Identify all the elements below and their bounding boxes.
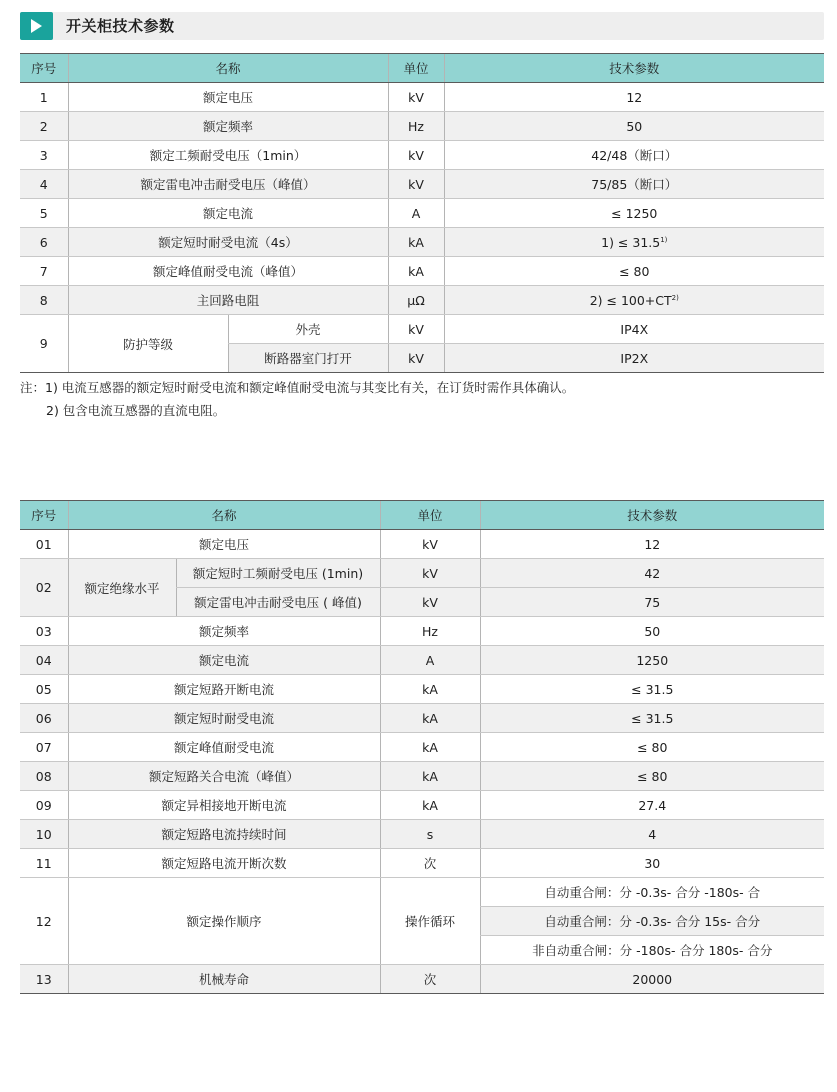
row-unit: kV xyxy=(388,170,444,199)
row-value: ≤ 80 xyxy=(480,762,824,791)
row-name: 主回路电阻 xyxy=(68,286,388,315)
row-no: 10 xyxy=(20,820,68,849)
table-row xyxy=(20,965,824,994)
row-unit: s xyxy=(380,820,480,849)
value-text: 2) ≤ 100+CT xyxy=(589,292,672,308)
row-value: 12 xyxy=(480,530,824,559)
header-value: 技术参数 xyxy=(444,54,824,83)
row-no: 12 xyxy=(20,878,68,965)
row-name: 额定电压 xyxy=(68,530,380,559)
row-value: 12 xyxy=(444,83,824,112)
row-unit: kA xyxy=(380,704,480,733)
row-no: 07 xyxy=(20,733,68,762)
row-unit: Hz xyxy=(388,112,444,141)
row-no: 06 xyxy=(20,704,68,733)
table-row xyxy=(20,170,824,199)
row-unit: kA xyxy=(380,791,480,820)
row-name: 额定短时耐受电流 xyxy=(68,704,380,733)
row-name: 额定电压 xyxy=(68,83,388,112)
row-value: ≤ 80 xyxy=(480,733,824,762)
table-row xyxy=(20,257,824,286)
row-no: 04 xyxy=(20,646,68,675)
row-no: 13 xyxy=(20,965,68,994)
row-unit: 操作循环 xyxy=(380,878,480,965)
row-name: 额定峰值耐受电流（峰值） xyxy=(68,257,388,286)
sub-name: 外壳 xyxy=(228,315,388,344)
row-no: 4 xyxy=(20,170,68,199)
row-name: 额定电流 xyxy=(68,199,388,228)
header-unit: 单位 xyxy=(388,54,444,83)
row-no: 01 xyxy=(20,530,68,559)
row-name: 额定短路开断电流 xyxy=(68,675,380,704)
row-name: 额定峰值耐受电流 xyxy=(68,733,380,762)
row-name: 额定频率 xyxy=(68,617,380,646)
note-2: 2) 包含电流互感器的直流电阻。 xyxy=(46,403,226,418)
table-row xyxy=(20,315,824,344)
row-unit: kV xyxy=(388,344,444,373)
row-no: 2 xyxy=(20,112,68,141)
row-value xyxy=(444,228,824,257)
row-no: 7 xyxy=(20,257,68,286)
table-row xyxy=(20,286,824,315)
row-value: 自动重合闸：分 -0.3s- 合分 15s- 合分 xyxy=(480,907,824,936)
row-value: ≤ 31.5 xyxy=(480,675,824,704)
row-value: 75 xyxy=(480,588,824,617)
row-value: IP4X xyxy=(444,315,824,344)
row-unit: kV xyxy=(388,83,444,112)
row-unit: μΩ xyxy=(388,286,444,315)
row-name: 额定异相接地开断电流 xyxy=(68,791,380,820)
row-value: ≤ 31.5 xyxy=(480,704,824,733)
sub-name: 额定短时工频耐受电压 (1min) xyxy=(176,559,380,588)
row-value: ≤ 80 xyxy=(444,257,824,286)
row-value: 50 xyxy=(444,112,824,141)
row-value: IP2X xyxy=(444,344,824,373)
switchgear-spec-table xyxy=(20,53,824,373)
sub-name: 断路器室门打开 xyxy=(228,344,388,373)
row-unit: kV xyxy=(380,530,480,559)
row-no: 05 xyxy=(20,675,68,704)
section-title-bar xyxy=(20,12,824,40)
value-text: 1) ≤ 31.5 xyxy=(601,234,661,250)
table-row xyxy=(20,112,824,141)
row-no: 09 xyxy=(20,791,68,820)
row-unit: kV xyxy=(388,141,444,170)
header-value: 技术参数 xyxy=(480,501,824,530)
table-row xyxy=(20,228,824,257)
row-no: 11 xyxy=(20,849,68,878)
row-name: 额定短路关合电流（峰值） xyxy=(68,762,380,791)
row-unit: kA xyxy=(380,762,480,791)
row-no: 8 xyxy=(20,286,68,315)
row-value xyxy=(444,286,824,315)
row-unit: kA xyxy=(388,228,444,257)
row-no: 08 xyxy=(20,762,68,791)
table-row xyxy=(20,849,824,878)
row-unit: kA xyxy=(380,733,480,762)
sub-name: 额定雷电冲击耐受电压 ( 峰值) xyxy=(176,588,380,617)
row-unit: kV xyxy=(380,559,480,588)
row-no: 6 xyxy=(20,228,68,257)
row-unit: kA xyxy=(388,257,444,286)
row-name: 额定短时耐受电流（4s） xyxy=(68,228,388,257)
footnote-ref: 2) xyxy=(671,293,679,302)
table-row xyxy=(20,820,824,849)
row-value: 75/85（断口） xyxy=(444,170,824,199)
row-name: 机械寿命 xyxy=(68,965,380,994)
row-name: 额定电流 xyxy=(68,646,380,675)
table-row xyxy=(20,617,824,646)
table-row xyxy=(20,199,824,228)
row-value: 50 xyxy=(480,617,824,646)
row-no: 03 xyxy=(20,617,68,646)
notes xyxy=(20,376,574,422)
table-row xyxy=(20,675,824,704)
row-unit: Hz xyxy=(380,617,480,646)
table-header-row xyxy=(20,501,824,530)
header-unit: 单位 xyxy=(380,501,480,530)
table-row xyxy=(20,791,824,820)
circuit-breaker-spec-table xyxy=(20,500,824,994)
row-name: 额定短路电流持续时间 xyxy=(68,820,380,849)
table-row xyxy=(20,559,824,588)
row-no: 5 xyxy=(20,199,68,228)
header-name: 名称 xyxy=(68,501,380,530)
row-value: 非自动重合闸：分 -180s- 合分 180s- 合分 xyxy=(480,936,824,965)
header-no: 序号 xyxy=(20,501,68,530)
table-row xyxy=(20,733,824,762)
row-unit: A xyxy=(380,646,480,675)
protection-group-name: 防护等级 xyxy=(68,315,228,373)
row-value: 30 xyxy=(480,849,824,878)
table-row xyxy=(20,83,824,112)
header-no: 序号 xyxy=(20,54,68,83)
row-name: 额定雷电冲击耐受电压（峰值） xyxy=(68,170,388,199)
note-1: 注：1) 电流互感器的额定短时耐受电流和额定峰值耐受电流与其变比有关，在订货时需作具体确认。 xyxy=(20,380,575,395)
header-name: 名称 xyxy=(68,54,388,83)
row-value: 4 xyxy=(480,820,824,849)
row-value: 42/48（断口） xyxy=(444,141,824,170)
row-value: 自动重合闸：分 -0.3s- 合分 -180s- 合 xyxy=(480,878,824,907)
row-name: 额定短路电流开断次数 xyxy=(68,849,380,878)
row-value: ≤ 1250 xyxy=(444,199,824,228)
row-name: 额定工频耐受电压（1min） xyxy=(68,141,388,170)
row-value: 27.4 xyxy=(480,791,824,820)
row-value: 1250 xyxy=(480,646,824,675)
table-row xyxy=(20,141,824,170)
table-row xyxy=(20,704,824,733)
row-unit: 次 xyxy=(380,965,480,994)
table-row xyxy=(20,530,824,559)
row-value: 42 xyxy=(480,559,824,588)
row-no: 1 xyxy=(20,83,68,112)
play-arrow-icon xyxy=(20,12,53,40)
row-name: 额定频率 xyxy=(68,112,388,141)
row-unit: kV xyxy=(388,315,444,344)
insulation-group-name: 额定绝缘水平 xyxy=(68,559,176,617)
operation-sequence-name: 额定操作顺序 xyxy=(68,878,380,965)
table-row xyxy=(20,762,824,791)
row-unit: kV xyxy=(380,588,480,617)
section-title: 开关柜技术参数 xyxy=(66,17,175,35)
table-row xyxy=(20,646,824,675)
footnote-ref: 1) xyxy=(660,235,668,244)
row-no: 02 xyxy=(20,559,68,617)
table-header-row xyxy=(20,54,824,83)
table-row xyxy=(20,878,824,907)
row-unit: kA xyxy=(380,675,480,704)
row-unit: A xyxy=(388,199,444,228)
row-value: 20000 xyxy=(480,965,824,994)
row-no: 9 xyxy=(20,315,68,373)
row-unit: 次 xyxy=(380,849,480,878)
row-no: 3 xyxy=(20,141,68,170)
